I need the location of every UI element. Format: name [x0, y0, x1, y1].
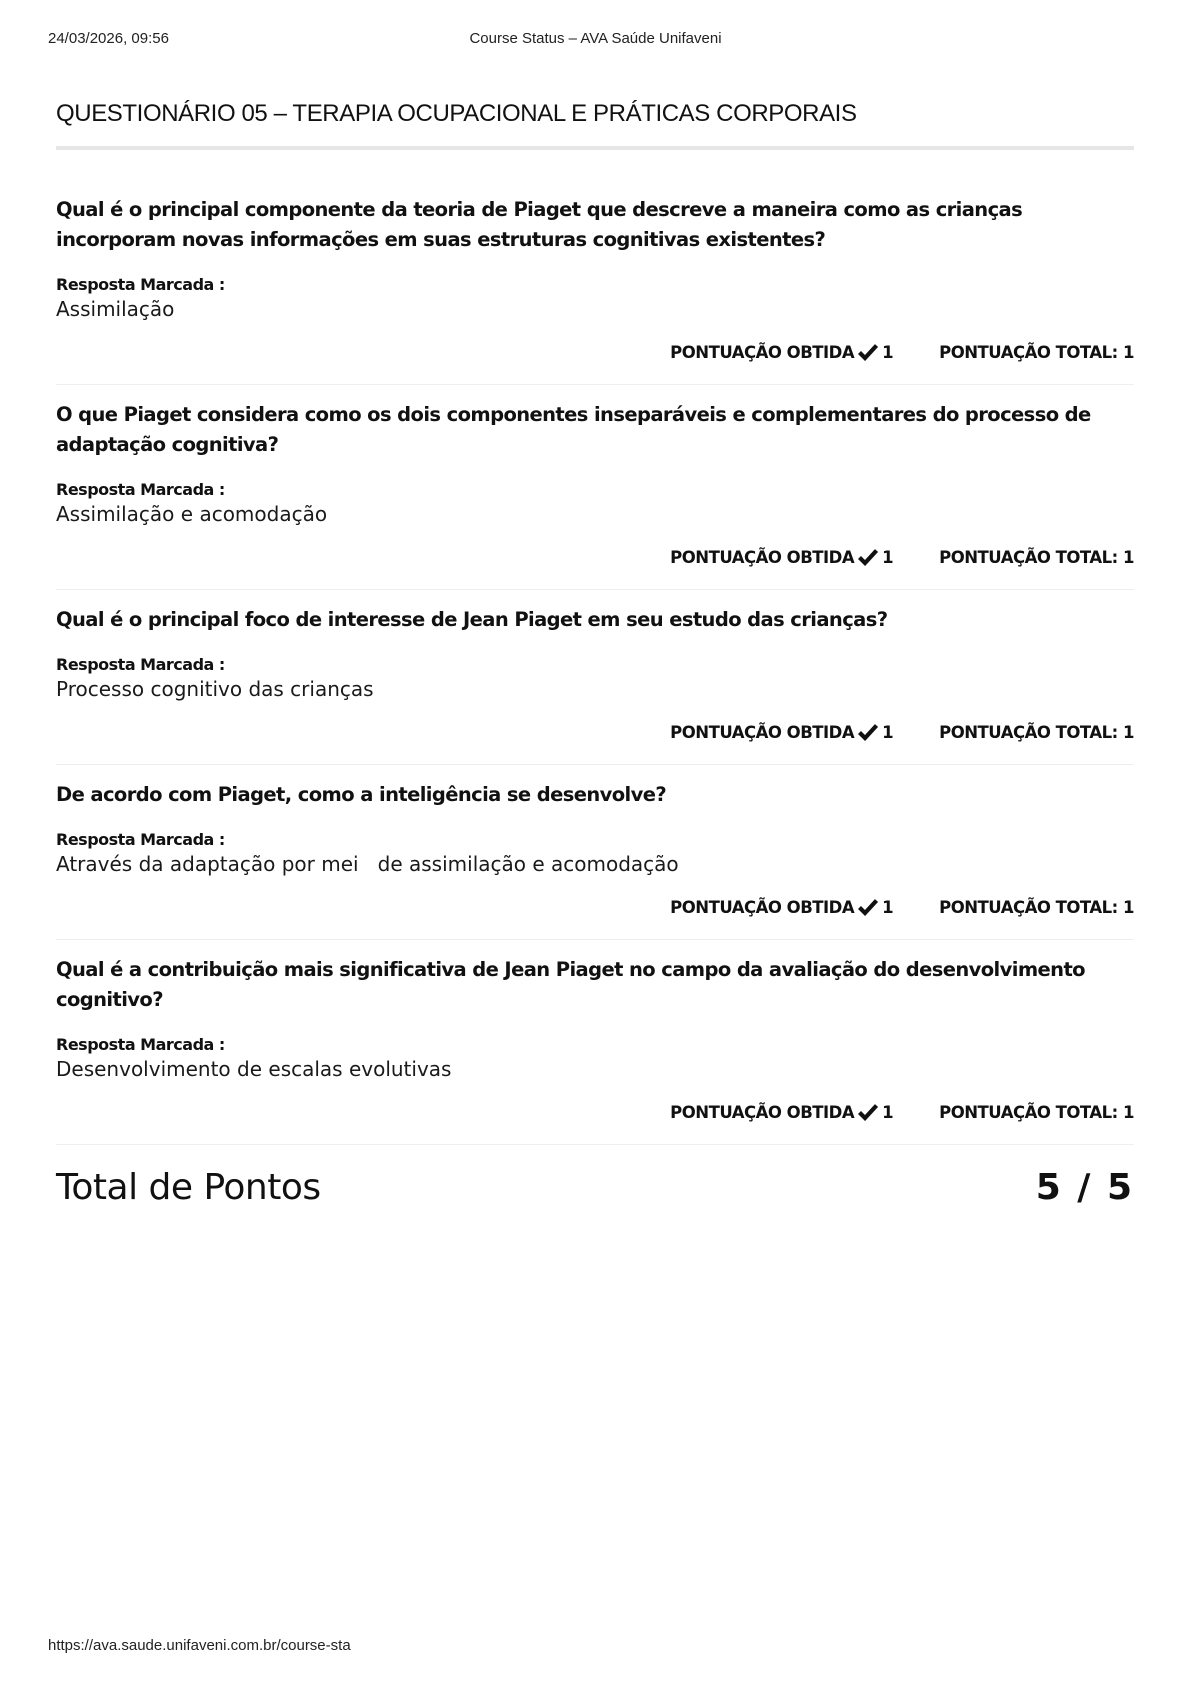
score-row [56, 893, 1134, 921]
score-obtained [670, 343, 893, 362]
print-datetime: 24/03/2026, 09:56 [48, 30, 169, 47]
score-total [939, 343, 1134, 362]
answer-value: Assimilação [56, 297, 175, 321]
score-obtained-label: PONTUAÇÃO OBTIDA [670, 722, 855, 742]
answer-label: Resposta Marcada : [56, 275, 225, 294]
score-obtained-value: 1 [882, 722, 894, 742]
question-text: De acordo com Piaget, como a inteligência se desenvolve? [56, 783, 667, 806]
question-item [56, 150, 1134, 385]
check-icon [858, 343, 878, 361]
print-page-title: Course Status – AVA Saúde Unifaveni [469, 30, 722, 47]
score-total-label: PONTUAÇÃO TOTAL: [939, 722, 1118, 742]
score-row [56, 1098, 1134, 1126]
score-row [56, 718, 1134, 746]
score-obtained-label: PONTUAÇÃO OBTIDA [670, 342, 855, 362]
score-total-label: PONTUAÇÃO TOTAL: [939, 342, 1118, 362]
score-row [56, 338, 1134, 366]
answer-value: Processo cognitivo das crianças [56, 677, 374, 701]
score-total-value: 1 [1123, 722, 1134, 742]
total-row [56, 1167, 1134, 1208]
answer-value: Assimilação e acomodação [56, 502, 328, 526]
check-icon [858, 898, 878, 916]
score-total-label: PONTUAÇÃO TOTAL: [939, 1102, 1118, 1122]
question-item [56, 385, 1134, 590]
score-total [939, 898, 1134, 917]
answer-value: Desenvolvimento de escalas evolutivas [56, 1057, 452, 1081]
question-text: Qual é o principal componente da teoria de Piaget que descreve a maneira como as crianças incorporam novas informações em suas estruturas cognitivas existentes? [56, 198, 1023, 251]
check-icon [858, 1103, 878, 1121]
question-text: O que Piaget considera como os dois componentes inseparáveis e complementares do processo de adaptação cognitiva? [56, 403, 1091, 456]
score-obtained-value: 1 [882, 897, 894, 917]
score-obtained-value: 1 [882, 342, 894, 362]
print-header [48, 30, 1143, 50]
answer-label: Resposta Marcada : [56, 480, 225, 499]
answer-value: Através da adaptação por mei de assimilação e acomodação [56, 852, 679, 876]
score-total-value: 1 [1123, 547, 1134, 567]
print-footer-url: https://ava.saude.unifaveni.com.br/course-sta [48, 1637, 351, 1654]
score-obtained [670, 723, 893, 742]
score-obtained-value: 1 [882, 547, 894, 567]
score-obtained-value: 1 [882, 1102, 894, 1122]
score-obtained-label: PONTUAÇÃO OBTIDA [670, 547, 855, 567]
check-icon [858, 548, 878, 566]
question-item [56, 940, 1134, 1145]
question-item [56, 590, 1134, 765]
quiz-title: QUESTIONÁRIO 05 – TERAPIA OCUPACIONAL E PRÁTICAS CORPORAIS [56, 100, 1134, 150]
score-total [939, 548, 1134, 567]
question-item [56, 765, 1134, 940]
total-points-score: 5 / 5 [1035, 1167, 1134, 1208]
answer-label: Resposta Marcada : [56, 830, 225, 849]
total-points-label: Total de Pontos [56, 1167, 321, 1208]
score-total-label: PONTUAÇÃO TOTAL: [939, 547, 1118, 567]
score-total [939, 1103, 1134, 1122]
score-obtained [670, 898, 893, 917]
score-total-value: 1 [1123, 342, 1134, 362]
question-text: Qual é a contribuição mais significativa de Jean Piaget no campo da avaliação do desenvolvimento cognitivo? [56, 958, 1085, 1011]
score-obtained [670, 1103, 893, 1122]
score-obtained-label: PONTUAÇÃO OBTIDA [670, 897, 855, 917]
score-total [939, 723, 1134, 742]
answer-label: Resposta Marcada : [56, 1035, 225, 1054]
score-obtained [670, 548, 893, 567]
score-total-value: 1 [1123, 1102, 1134, 1122]
score-row [56, 543, 1134, 571]
quiz-content [56, 100, 1134, 1208]
question-text: Qual é o principal foco de interesse de Jean Piaget em seu estudo das crianças? [56, 608, 888, 631]
answer-label: Resposta Marcada : [56, 655, 225, 674]
check-icon [858, 723, 878, 741]
score-total-label: PONTUAÇÃO TOTAL: [939, 897, 1118, 917]
score-total-value: 1 [1123, 897, 1134, 917]
score-obtained-label: PONTUAÇÃO OBTIDA [670, 1102, 855, 1122]
